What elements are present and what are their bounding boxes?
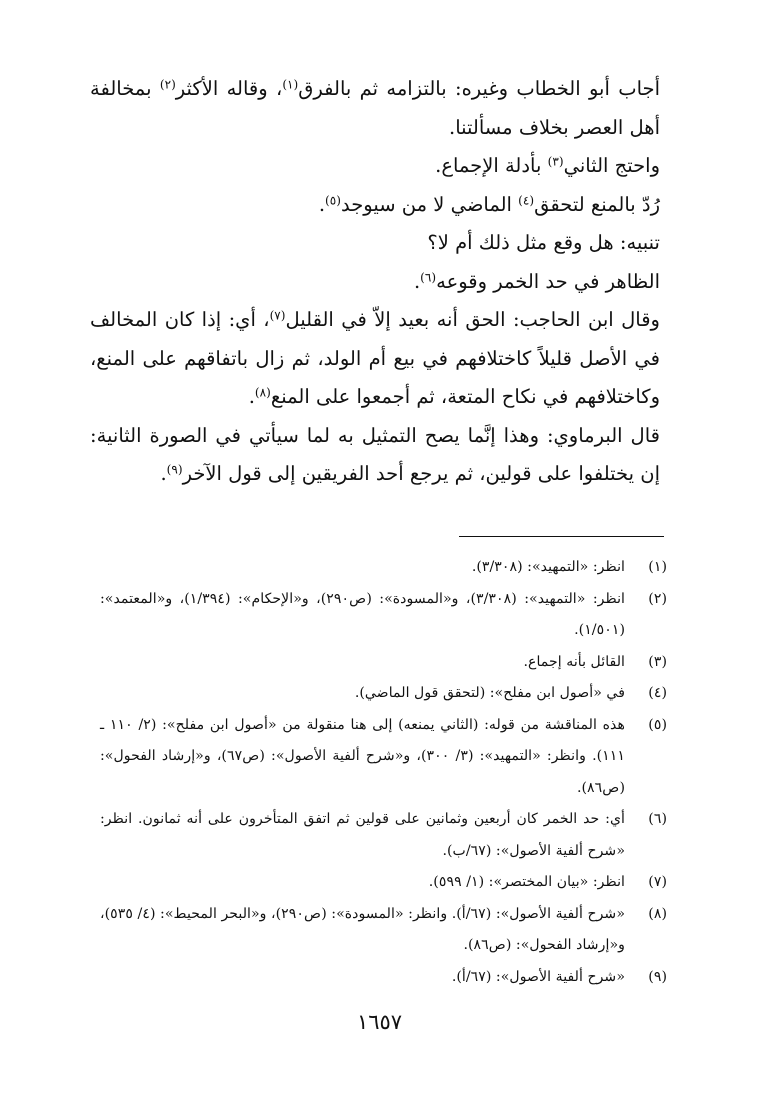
paragraph-3 [90,186,686,225]
footnote [100,584,667,647]
text: الظاهر في حد الخمر وقوعه [436,269,660,293]
footnote-text: انظر: «التمهيد»: (٣/٣٠٨)، و«المسودة»: (ص٢٩٠)، و«الإحكام»: (١/٣٩٤)، و«المعتمد»: (١/٥٠١). [100,590,625,638]
footnote [100,678,667,710]
footnote-ref-8[interactable]: (٨) [254,385,271,400]
footnotes [100,552,667,993]
text: وقال ابن الحاجب: الحق أنه بعيد إلاّ في القليل [285,308,660,331]
footnote-number: (٩) [648,968,667,985]
text: بأدلة الإجماع. [435,154,548,177]
footnote-text: هذه المناقشة من قوله: (الثاني يمنعه) إلى هنا منقولة من «أصول ابن مفلح»: (٢/ ١١٠ ـ ١١١). وانظر: «التمهيد»: (٣/ ٣٠٠)، و«شرح ألفية الأصول»: (ص٦٧)، و«إرشاد الفحول»: (ص٨٦). [100,716,625,796]
footnote-divider [459,536,664,537]
footnote [100,899,667,962]
footnote [100,962,667,994]
footnote-ref-9[interactable]: (٩) [166,462,183,477]
footnote-number: (٤) [648,685,667,701]
footnote-text: أي: حد الخمر كان أربعين وثمانين على قولين ثم اتفق المتأخرون على أنه ثمانون. انظر: «شرح ألفية الأصول»: (٦٧/ب). [100,811,625,859]
text: واحتج الثاني [563,154,660,177]
text: . [318,192,326,216]
footnote-text: في «أصول ابن مفلح»: (لتحقق قول الماضي). [354,685,625,701]
footnote [100,647,667,679]
paragraph-2 [90,147,686,186]
text: . [248,385,255,408]
text: . [413,269,421,293]
footnote-ref-6[interactable]: (٦) [420,269,437,284]
footnote-text: انظر: «بيان المختصر»: (١/ ٥٩٩). [428,874,625,890]
page-number: ١٦٥٧ [356,1010,403,1034]
footnote-ref-5[interactable]: (٥) [325,192,341,207]
footnote-ref-2[interactable]: (٢) [159,77,176,92]
paragraph-5 [90,263,686,302]
main-text [90,70,686,494]
text: أجاب أبو الخطاب وغيره: بالتزامه ثم بالفرق [298,77,661,100]
text: ، أي: إذا كان المخالف في الأصل قليلاً كاختلافهم في بيع أم الولد، ثم زال باتفاقهم على المنع، وكاختلافهم في نكاح المتعة، ثم أجمعوا على المنع [90,308,660,408]
footnote-number: (٣) [648,653,667,670]
footnote-number: (١) [648,559,667,575]
paragraph-1 [90,70,686,147]
footnote [100,867,667,899]
footnote-text: «شرح ألفية الأصول»: (٦٧/أ). وانظر: «المسودة»: (ص٢٩٠)، و«البحر المحيط»: (٤/ ٥٣٥)، و«إرشاد الفحول»: (ص٨٦). [100,905,626,953]
footnote [100,552,667,584]
text: تنبيه: هل وقع مثل ذلك أم لا؟ [427,231,660,254]
footnote-number: (٦) [648,811,667,827]
footnote-text: «شرح ألفية الأصول»: (٦٧/أ). [451,968,625,985]
footnote [100,804,667,867]
text: ، وقاله الأكثر [175,77,283,100]
footnote-number: (٨) [648,905,667,922]
footnote-text: انظر: «التمهيد»: (٣/٣٠٨). [471,559,625,575]
footnote [100,710,667,805]
footnote-ref-3[interactable]: (٣) [547,154,564,169]
text: رُدّ بالمنع لتحقق [534,192,660,216]
paragraph-4 [90,224,686,263]
text: الماضي لا من سيوجد [340,192,519,216]
footnote-ref-4[interactable]: (٤) [518,192,535,207]
footnote-number: (٢) [648,590,667,607]
paragraph-6 [90,301,686,417]
footnote-number: (٥) [648,716,667,733]
footnote-ref-7[interactable]: (٧) [269,308,286,323]
footnote-ref-1[interactable]: (١) [282,77,299,92]
text: . [160,462,167,485]
text: قال البرماوي: وهذا إنَّما يصح التمثيل به لما سيأتي في الصورة الثانية: إن يختلفوا على قولين، ثم يرجع أحد الفريقين إلى قول الآخر [90,423,660,485]
paragraph-7 [90,417,686,494]
footnote-text: القائل بأنه إجماع. [523,653,625,670]
footnote-number: (٧) [648,874,667,890]
text: بمخالفة أهل العصر بخلاف مسألتنا. [90,77,660,139]
